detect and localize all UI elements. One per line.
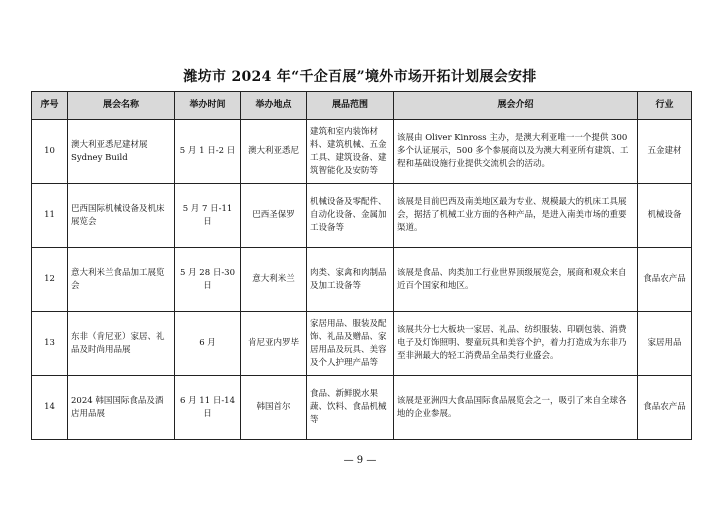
cell-time: 6 月 11 日-14 日 (175, 376, 241, 440)
cell-industry: 食品农产品 (638, 376, 692, 440)
cell-industry: 五金建材 (638, 120, 692, 184)
cell-name: 东非（肯尼亚）家居、礼品及时尚用品展 (68, 312, 175, 376)
cell-no: 14 (32, 376, 68, 440)
cell-intro: 该展是目前巴西及南美地区最为专业、规模最大的机床工具展会，据括了机械工业方面的各种产品，是进入南美市场的重要渠道。 (394, 184, 638, 248)
cell-no: 13 (32, 312, 68, 376)
cell-scope: 家居用品、服装及配饰、礼品及赠品、家居用品及玩具、美容及个人护理产品等 (307, 312, 394, 376)
cell-place: 意大利米兰 (241, 248, 307, 312)
cell-time: 6 月 (175, 312, 241, 376)
cell-industry: 食品农产品 (638, 248, 692, 312)
cell-place: 巴西圣保罗 (241, 184, 307, 248)
cell-place: 肯尼亚内罗毕 (241, 312, 307, 376)
cell-intro: 该展由 Oliver Kinross 主办，是澳大利亚唯一一个提供 300 多个认证展示，500 多个参展商以及为澳大利亚所有建筑、工程和基础设施行业提供交流机会的活动。 (394, 120, 638, 184)
header-name: 展会名称 (68, 92, 175, 120)
cell-industry: 机械设备 (638, 184, 692, 248)
cell-name: 意大利米兰食品加工展览会 (68, 248, 175, 312)
cell-time: 5 月 1 日-2 日 (175, 120, 241, 184)
header-intro: 展会介绍 (394, 92, 638, 120)
header-no: 序号 (32, 92, 68, 120)
exhibition-table (31, 91, 692, 440)
header-time: 举办时间 (175, 92, 241, 120)
header-industry: 行业 (638, 92, 692, 120)
table-header-row (32, 92, 692, 120)
table-row (32, 248, 692, 312)
table-row (32, 376, 692, 440)
cell-intro: 该展共分七大板块一家居、礼品、纺织服装、印刷包装、消费电子及灯饰照明、婴童玩具和美容个护，着力打造成为东非乃至非洲最大的轻工消费品全品类行业盛会。 (394, 312, 638, 376)
cell-scope: 建筑和室内装饰材料、建筑机械、五金工具、建筑设备、建筑智能化及安防等 (307, 120, 394, 184)
cell-place: 澳大利亚悉尼 (241, 120, 307, 184)
page-title: 潍坊市 2024 年“千企百展”境外市场开拓计划展会安排 (183, 69, 537, 85)
table-row (32, 312, 692, 376)
header-place: 举办地点 (241, 92, 307, 120)
cell-scope: 机械设备及零配件、自动化设备、金属加工设备等 (307, 184, 394, 248)
header-scope: 展品范围 (307, 92, 394, 120)
cell-scope: 食品、新鲜脱水果蔬、饮料、食品机械等 (307, 376, 394, 440)
cell-time: 5 月 7 日-11 日 (175, 184, 241, 248)
cell-name: 巴西国际机械设备及机床展览会 (68, 184, 175, 248)
cell-no: 11 (32, 184, 68, 248)
cell-no: 10 (32, 120, 68, 184)
cell-scope: 肉类、家禽和肉制品及加工设备等 (307, 248, 394, 312)
cell-place: 韩国首尔 (241, 376, 307, 440)
cell-intro: 该展是亚洲四大食品国际食品展览会之一，吸引了来自全球各地的企业参展。 (394, 376, 638, 440)
table-row (32, 120, 692, 184)
page-number: — 9 — (343, 455, 377, 466)
cell-time: 5 月 28 日-30 日 (175, 248, 241, 312)
cell-name: 澳大利亚悉尼建材展 Sydney Build (68, 120, 175, 184)
cell-name: 2024 韩国国际食品及酒店用品展 (68, 376, 175, 440)
cell-no: 12 (32, 248, 68, 312)
table-row (32, 184, 692, 248)
cell-industry: 家居用品 (638, 312, 692, 376)
cell-intro: 该展是食品、肉类加工行业世界顶级展览会，展商和观众来自近百个国家和地区。 (394, 248, 638, 312)
